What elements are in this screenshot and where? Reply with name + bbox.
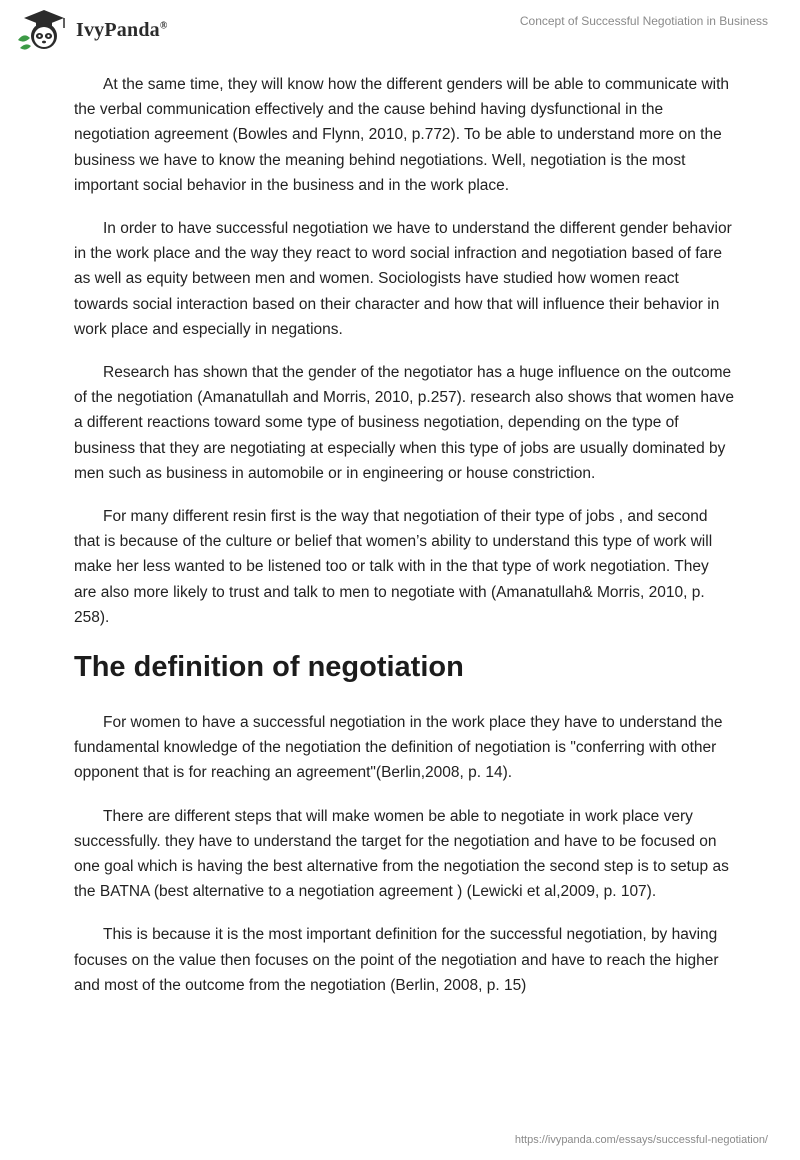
essay-body xyxy=(74,72,734,1016)
paragraph: For many different resin first is the way that negotiation of their type of jobs , and second that is because of the culture or belief that women’s ability to understand this type of work will make her less wanted to be listened too or talk with in the that type of work negotiation. They are also more likely to trust and talk to men to negotiate with (Amanatullah& Morris, 2010, p. 258). xyxy=(74,508,713,626)
document-title: Concept of Successful Negotiation in Business xyxy=(519,14,768,28)
paragraph: In order to have successful negotiation we have to understand the different gender behavior in the work place and the way they react to word social infraction and negotiation based of fare as well as equity between men and women. Sociologists have studied how women react towards social interaction based on their character and how that will influence their behavior in work place and especially in negations. xyxy=(74,220,732,338)
section-heading: The definition of negotiation xyxy=(74,651,464,684)
paragraph: This is because it is the most important definition for the successful negotiation, by having focuses on the value then focuses on the point of the negotiation and have to reach the higher and most of the outcome from the negotiation (Berlin, 2008, p. 15) xyxy=(74,926,719,994)
panda-graduate-icon xyxy=(14,8,70,52)
paragraph: Research has shown that the gender of the negotiator has a huge influence on the outcome of the negotiation (Amanatullah and Morris, 2010, p.257). research also shows that women have a different reactions toward some type of business negotiation, depending on the type of business that they are negotiating at especially when this type of jobs are usually dominated by men such as business in automobile or in engineering or house constriction. xyxy=(74,364,734,482)
source-url[interactable]: https://ivypanda.com/essays/successful-negotiation/ xyxy=(514,1134,768,1146)
logo-text: IvyPanda® xyxy=(76,18,168,41)
page-header xyxy=(0,0,800,60)
paragraph: There are different steps that will make women be able to negotiate in work place very successfully. they have to understand the target for the negotiation and have to be focused on one goal which is having the best alternative from the negotiation the second step is to setup as the BATNA (best alternative to a negotiation agreement ) (Lewicki et al,2009, p. 107). xyxy=(74,807,729,901)
ivypanda-logo[interactable] xyxy=(14,8,168,52)
paragraph: For women to have a successful negotiation in the work place they have to understand the fundamental knowledge of the negotiation the definition of negotiation is "conferring with other opponent that is for reaching an agreement"(Berlin,2008, p. 14). xyxy=(74,714,723,782)
paragraph: At the same time, they will know how the different genders will be able to communicate with the verbal communication effectively and the cause behind having dysfunctional in the negotiation agreement (Bowles and Flynn, 2010, p.772). To be able to understand more on the business we have to know the meaning behind negotiations. Well, negotiation is the most important social behavior in the business and in the work place. xyxy=(74,76,730,194)
